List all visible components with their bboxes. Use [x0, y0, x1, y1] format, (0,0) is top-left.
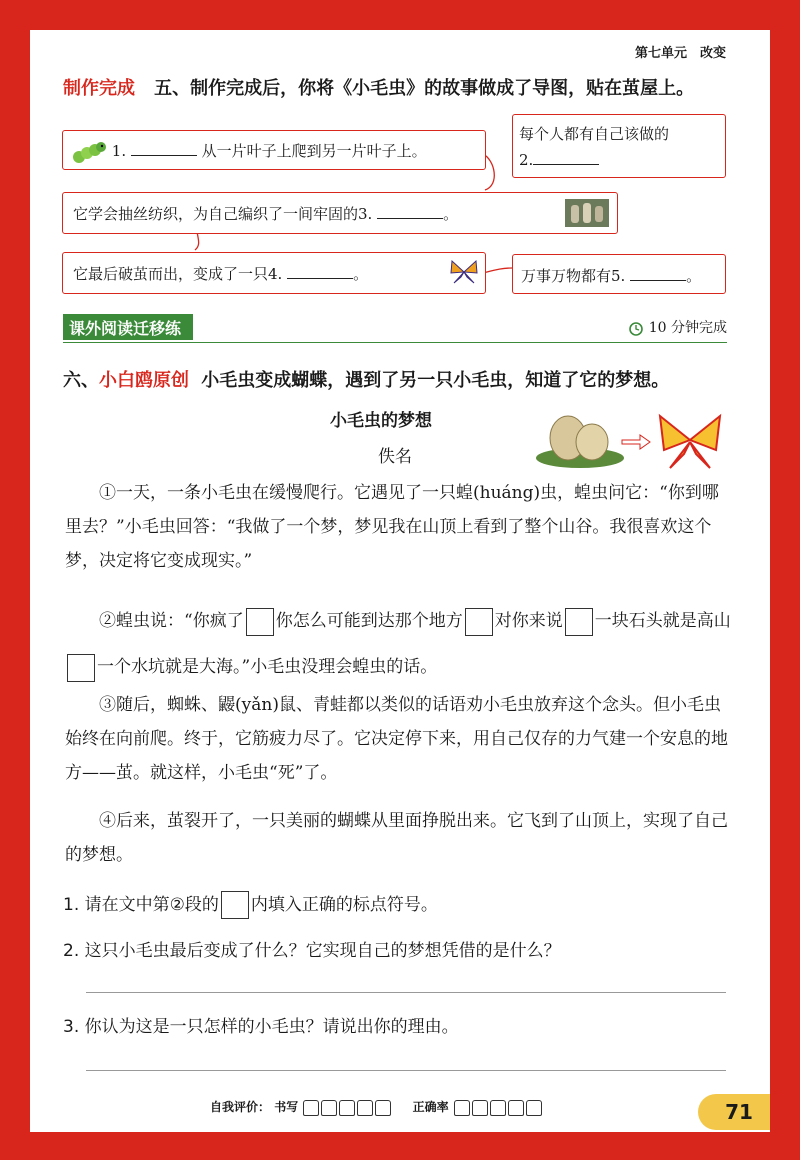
q1-part-b: 内填入正确的标点符号。: [250, 895, 438, 915]
reading-banner: [63, 314, 727, 343]
box3-text: 它最后破茧而出，变成了一只: [73, 265, 269, 283]
section6-title: 小毛虫变成蝴蝶，遇到了另一只小毛虫，知道了它的梦想。: [201, 370, 670, 391]
box1-text: 从一片叶子上爬到另一片叶子上。: [201, 142, 427, 160]
self-eval-label: 自我评价：: [210, 1100, 271, 1114]
mindmap-box-right-1: [512, 114, 726, 178]
thumb-icon[interactable]: [321, 1100, 337, 1116]
section5-tag: 制作完成: [63, 78, 135, 99]
p2-part-d: 一块石头就是高山: [594, 611, 731, 631]
paragraph-4: ④后来，茧裂开了，一只美丽的蝴蝶从里面挣脱出来。它飞到了山顶上，实现了自己的梦想。: [65, 811, 728, 865]
question-1: [63, 890, 438, 919]
metamorphosis-illustration: [530, 402, 730, 474]
writing-thumbs: [302, 1100, 392, 1114]
paragraph-2: [65, 598, 733, 690]
thumb-icon[interactable]: [526, 1100, 542, 1116]
mindmap-box-1: [62, 130, 486, 170]
section6-number: 六、: [63, 370, 99, 391]
paragraph-3: ③随后，蜘蛛、鼹(yǎn)鼠、青蛙都以类似的话语劝小毛虫放弃这个念头。但小毛虫始终在向前爬。终于，它筋疲力尽了。它决定停下来，用自己仅存的力气建一个安息的地方——茧。就这样，小毛虫“死”了。: [65, 695, 728, 783]
box-right2-text: 万事万物都有: [521, 267, 612, 285]
thumb-icon[interactable]: [490, 1100, 506, 1116]
caterpillar-icon: [71, 139, 107, 165]
box3-number: 4.: [268, 265, 283, 283]
box1-number: 1.: [111, 142, 127, 160]
section6-heading: [63, 366, 669, 392]
box2-text: 它学会抽丝纺织，为自己编织了一间牢固的: [73, 205, 359, 223]
thumb-icon[interactable]: [339, 1100, 355, 1116]
section6-tag: 小白鸥原创: [99, 370, 189, 391]
answer-line-q2[interactable]: [86, 992, 726, 993]
section5-title: 五、制作完成后，你将《小毛虫》的故事做成了导图，贴在茧屋上。: [154, 78, 695, 99]
page-number: 71: [698, 1094, 770, 1130]
box-right1-text: 每个人都有自己该做的: [519, 125, 670, 143]
mindmap-box-2: [62, 192, 618, 234]
accuracy-thumbs: [453, 1100, 543, 1114]
q1-part-a: 1. 请在文中第②段的: [63, 895, 219, 915]
banner-label: 课外阅读迁移练: [63, 314, 193, 340]
answer-blank-1[interactable]: [131, 141, 197, 156]
box2-number: 3.: [358, 205, 373, 223]
box-right1-number: 2.: [519, 151, 534, 169]
self-evaluation: [210, 1098, 543, 1116]
writing-label: 书写: [274, 1100, 299, 1114]
answer-blank-2[interactable]: [533, 150, 599, 165]
thumb-icon[interactable]: [508, 1100, 524, 1116]
story-author: 佚名: [378, 447, 412, 467]
accuracy-label: 正确率: [412, 1100, 449, 1114]
p2-part-c: 对你来说: [494, 611, 563, 631]
box2-end: 。: [443, 205, 459, 223]
punctuation-box-3[interactable]: [565, 608, 593, 636]
unit-header: 第七单元 改变: [634, 46, 726, 61]
answer-blank-4[interactable]: [287, 264, 353, 279]
box-right2-number: 5.: [611, 267, 626, 285]
timer-text: 10 分钟完成: [648, 320, 727, 336]
p2-part-e: 一个水坑就是大海。”小毛虫没理会蝗虫的话。: [97, 657, 438, 677]
worksheet-page: [30, 30, 770, 1132]
p2-part-b: 你怎么可能到达那个地方: [275, 611, 463, 631]
box-right2-end: 。: [686, 267, 702, 285]
question-2: 2. 这只小毛虫最后变成了什么？它实现自己的梦想凭借的是什么？: [63, 941, 561, 961]
mindmap-box-3: [62, 252, 486, 294]
thumb-icon[interactable]: [375, 1100, 391, 1116]
story-title: 小毛虫的梦想: [330, 411, 432, 431]
thumb-icon[interactable]: [303, 1100, 319, 1116]
answer-blank-5[interactable]: [630, 266, 686, 281]
answer-line-q3[interactable]: [86, 1070, 726, 1071]
thumb-icon[interactable]: [454, 1100, 470, 1116]
answer-blank-3[interactable]: [377, 204, 443, 219]
mindmap-box-right-2: [512, 254, 726, 294]
p2-part-a: ②蝗虫说：“你疯了: [99, 611, 244, 631]
punctuation-box-4[interactable]: [67, 654, 95, 682]
thumb-icon[interactable]: [357, 1100, 373, 1116]
thumb-icon[interactable]: [472, 1100, 488, 1116]
cocoon-photo-icon: [565, 199, 609, 227]
question-3: 3. 你认为这是一只怎样的小毛虫？请说出你的理由。: [63, 1017, 459, 1037]
q1-box-sample: [221, 891, 249, 919]
punctuation-box-2[interactable]: [465, 608, 493, 636]
paragraph-1: ①一天，一条小毛虫在缓慢爬行。它遇见了一只蝗(huáng)虫，蝗虫问它：“你到哪里去？”小毛虫回答：“我做了一个梦，梦见我在山顶上看到了整个山谷。我很喜欢这个梦，决定将它变成现实。”: [65, 483, 719, 571]
alarm-clock-icon: [628, 320, 644, 336]
punctuation-box-1[interactable]: [246, 608, 274, 636]
box3-end: 。: [353, 265, 369, 283]
banner-timer: [628, 317, 727, 337]
butterfly-icon: [449, 257, 479, 287]
